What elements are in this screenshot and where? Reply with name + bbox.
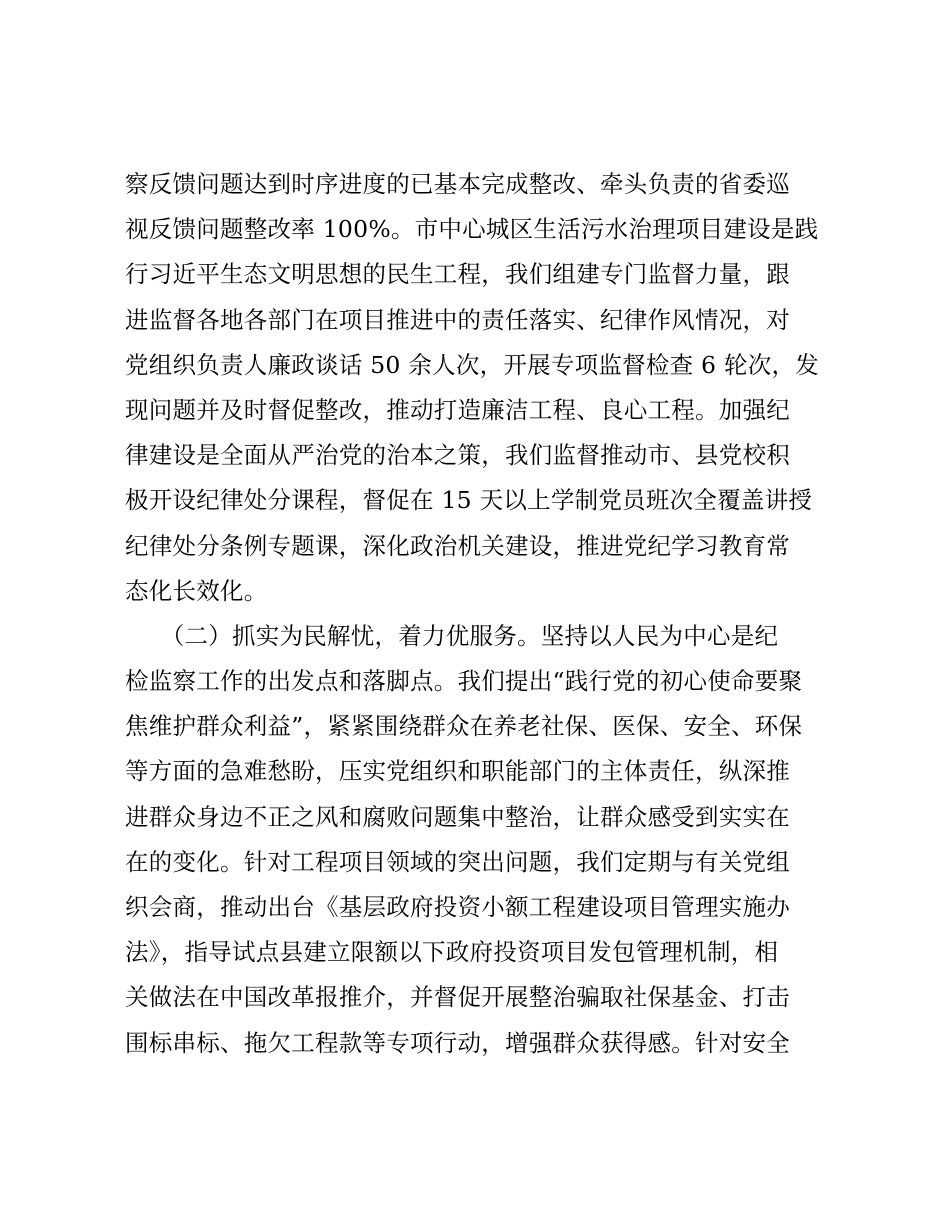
text-line-6: 现问题并及时督促整改，推动打造廉洁工程、良心工程。加强纪 xyxy=(125,395,790,424)
text-line-16: 在的变化。针对工程项目领域的突出问题，我们定期与有关党组 xyxy=(125,847,790,876)
text-line-3: 行习近平生态文明思想的民生工程，我们组建专门监督力量，跟 xyxy=(125,260,790,289)
text-line-14: 等方面的急难愁盼，压实党组织和职能部门的主体责任，纵深推 xyxy=(125,757,790,786)
body-text xyxy=(125,162,845,1066)
text-line-12: 检监察工作的出发点和落脚点。我们提出“践行党的初心使命要聚 xyxy=(125,667,803,696)
text-line-2: 视反馈问题整改率 100%。市中心城区生活污水治理项目建设是践 xyxy=(125,215,819,244)
text-line-9: 纪律处分条例专题课，深化政治机关建设，推进党纪学习教育常 xyxy=(125,531,790,560)
text-line-15: 进群众身边不正之风和腐败问题集中整治，让群众感受到实实在 xyxy=(125,802,790,831)
text-line-17: 织会商，推动出台《基层政府投资小额工程建设项目管理实施办 xyxy=(125,893,790,921)
text-line-5: 党组织负责人廉政谈话 50 余人次，开展专项监督检查 6 轮次，发 xyxy=(125,350,819,379)
text-line-8: 极开设纪律处分课程，督促在 15 天以上学制党员班次全覆盖讲授 xyxy=(125,486,813,515)
text-line-10: 态化长效化。 xyxy=(125,576,268,605)
section-heading-line: （二）抓实为民解忧，着力优服务。坚持以人民为中心是纪 xyxy=(125,621,779,650)
text-line-19: 关做法在中国改革报推介，并督促开展整治骗取社保基金、打击 xyxy=(125,983,790,1012)
text-line-1: 察反馈问题达到时序进度的已基本完成整改、牵头负责的省委巡 xyxy=(125,170,790,198)
text-line-13: 焦维护群众利益”，紧紧围绕群众在养老社保、医保、安全、环保 xyxy=(125,712,803,741)
text-line-20: 围标串标、拖欠工程款等专项行动，增强群众获得感。针对安全 xyxy=(125,1028,790,1057)
text-line-7: 律建设是全面从严治党的治本之策，我们监督推动市、县党校积 xyxy=(125,441,790,470)
text-line-18: 法》，指导试点县建立限额以下政府投资项目发包管理机制，相 xyxy=(125,938,779,967)
text-line-4: 进监督各地各部门在项目推进中的责任落实、纪律作风情况，对 xyxy=(125,305,790,334)
